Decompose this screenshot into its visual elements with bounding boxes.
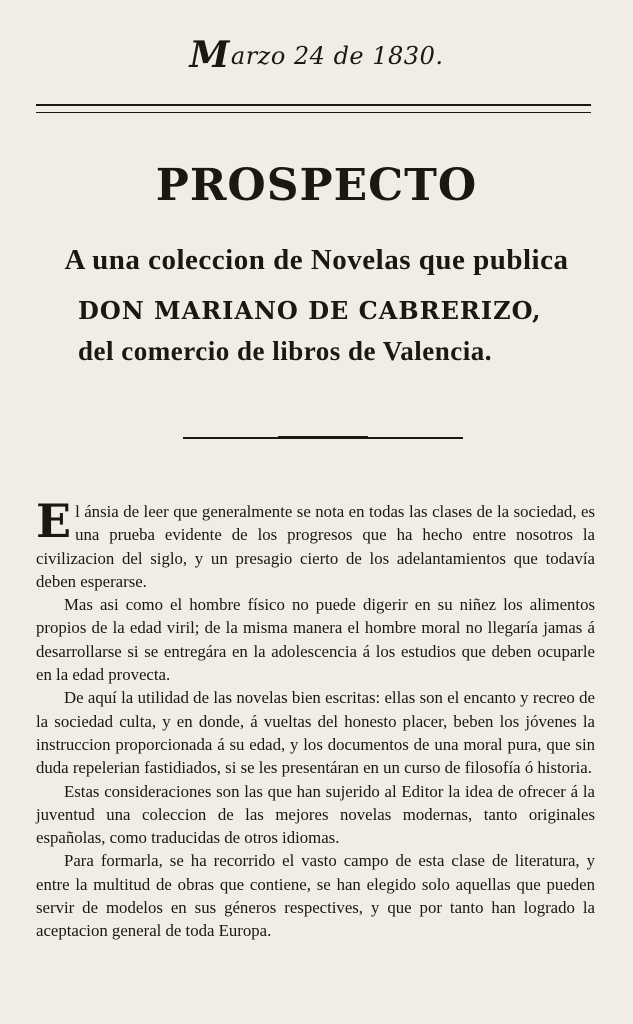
ornamental-rule — [183, 437, 463, 439]
paragraph: Para formarla, se ha recorrido el vasto campo de esta clase de literatura, y entre la multitud de obras que contiene, se han elegido solo aquellas que pueden servir de modelos en sus géneros respectives, y que por tanto han logrado la aceptacion general de toda Europa. — [36, 851, 595, 941]
paragraph: De aquí la utilidad de las novelas bien escritas: ellas son el encanto y recreo de la sociedad culta, y en donde, á vueltas del honesto placer, beben los jóvenes la instruccion proporcionada á su edad, y los documentos de una moral pura, que sin duda repelerian fastidiados, si se les presentáran en un curso de filosofía ó historia. — [36, 688, 595, 778]
date-initial: M — [189, 34, 230, 76]
subtitle-line-2: DON MARIANO DE CABRERIZO, — [78, 296, 542, 325]
subtitle-line-1: A una coleccion de Novelas que publica — [64, 244, 569, 276]
header-double-rule — [36, 104, 591, 113]
date-line — [0, 34, 633, 76]
paragraph: Mas asi como el hombre físico no puede digerir en su niñez los alimentos propios de la edad viril; de la misma manera el hombre moral no llegaría jamas á desarrollarse si se entregára en la adolescencia á los estudios que deben ocuparle en la edad provecta. — [36, 595, 595, 685]
paragraph: Estas consideraciones son las que han sujerido al Editor la idea de ofrecer á la juventud una coleccion de las mejores novelas modernas, tanto originales españolas, como traducidas de otros idiomas. — [36, 781, 595, 848]
subtitle-line-3: del comercio de libros de Valencia. — [78, 336, 492, 366]
body-text — [36, 494, 595, 943]
date-text: arzo 24 de 1830. — [230, 42, 444, 70]
drop-cap: E — [36, 494, 72, 548]
paragraph: El ánsia de leer que generalmente se nota en todas las clases de la sociedad, es una prueba evidente de los progresos que ha hecho entre nosotros la civilizacion del siglo, y un presagio cierto de los adelantamientos que todavía deben esperarse. — [36, 494, 595, 591]
page-title: PROSPECTO — [155, 160, 478, 211]
